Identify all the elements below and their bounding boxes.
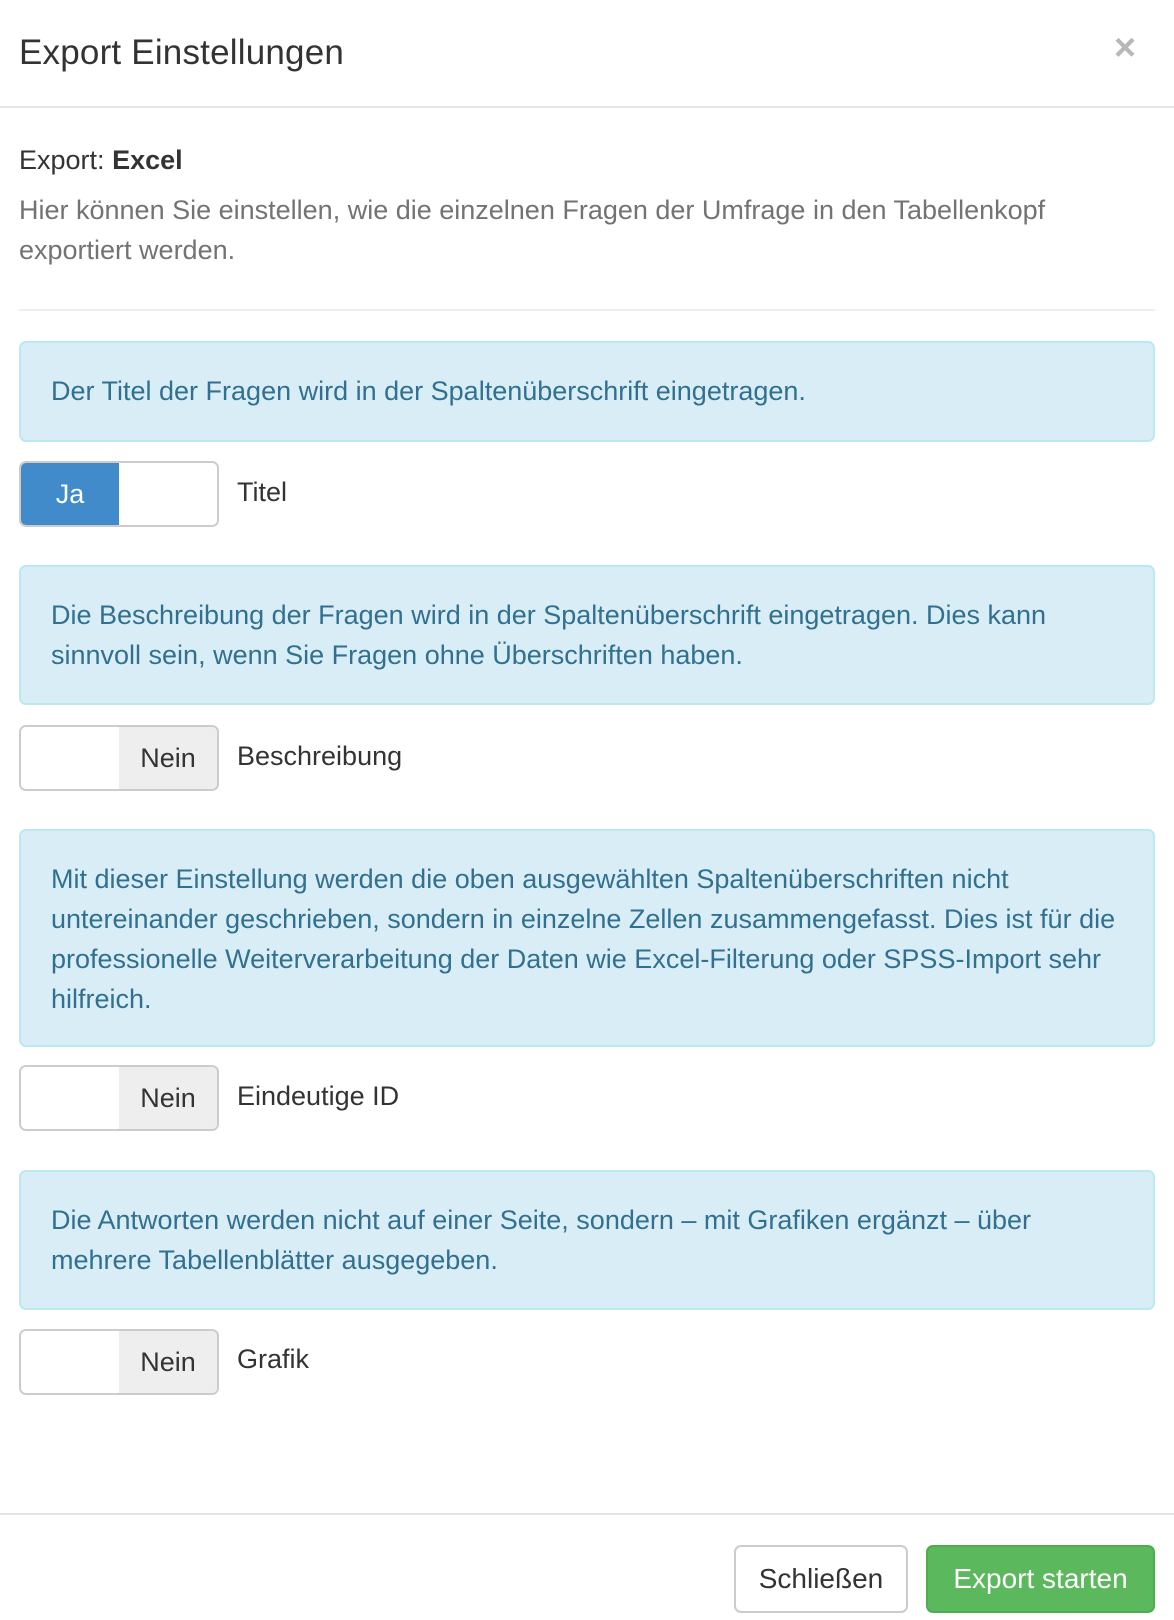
close-modal-button[interactable]: Schließen <box>734 1545 908 1613</box>
info-alert-titel: Der Titel der Fragen wird in der Spaltenüberschrift eingetragen. <box>19 341 1155 442</box>
info-alert-beschreibung: Die Beschreibung der Fragen wird in der Spaltenüberschrift eingetragen. Dies kann sinnvoll sein, wenn Sie Fragen ohne Überschriften haben. <box>19 565 1155 705</box>
toggle-eindeutige-id-state: Nein <box>119 1067 217 1129</box>
export-type-prefix: Export: <box>19 145 105 175</box>
modal-title: Export Einstellungen <box>19 33 345 72</box>
divider <box>19 309 1155 311</box>
toggle-label-grafik: Grafik <box>237 1344 310 1374</box>
toggle-beschreibung-handle <box>21 727 119 789</box>
toggle-label-beschreibung: Beschreibung <box>237 741 403 771</box>
export-type-line <box>19 142 183 178</box>
toggle-grafik-handle <box>21 1331 119 1393</box>
toggle-titel[interactable] <box>19 461 219 527</box>
info-alert-grafik: Die Antworten werden nicht auf einer Seite, sondern – mit Grafiken ergänzt – über mehrere Tabellenblätter ausgegeben. <box>19 1170 1155 1310</box>
toggle-titel-handle <box>119 463 217 525</box>
toggle-eindeutige-id[interactable] <box>19 1065 219 1131</box>
export-start-button[interactable]: Export starten <box>926 1545 1155 1613</box>
intro-text: Hier können Sie einstellen, wie die einzelnen Fragen der Umfrage in den Tabellenkopf exportiert werden. <box>19 195 1046 265</box>
toggle-beschreibung-state: Nein <box>119 727 217 789</box>
close-button[interactable] <box>1110 27 1140 69</box>
info-alert-eindeutige-id: Mit dieser Einstellung werden die oben ausgewählten Spaltenüberschriften nicht untereinander geschrieben, sondern in einzelne Zellen zusammengefasst. Dies ist für die professionelle Weiterverarbeitung der Daten wie Excel-Filterung oder SPSS-Import sehr hilfreich. <box>19 829 1155 1047</box>
toggle-grafik-state: Nein <box>119 1331 217 1393</box>
modal-header <box>0 0 1174 108</box>
toggle-label-titel: Titel <box>237 477 288 507</box>
toggle-beschreibung[interactable] <box>19 725 219 791</box>
modal-footer <box>0 1513 1174 1620</box>
toggle-eindeutige-id-handle <box>21 1067 119 1129</box>
toggle-grafik[interactable] <box>19 1329 219 1395</box>
toggle-label-eindeutige-id: Eindeutige ID <box>237 1081 400 1111</box>
close-icon: × <box>1113 27 1137 69</box>
export-type-value: Excel <box>112 145 183 175</box>
toggle-titel-state: Ja <box>21 463 119 525</box>
